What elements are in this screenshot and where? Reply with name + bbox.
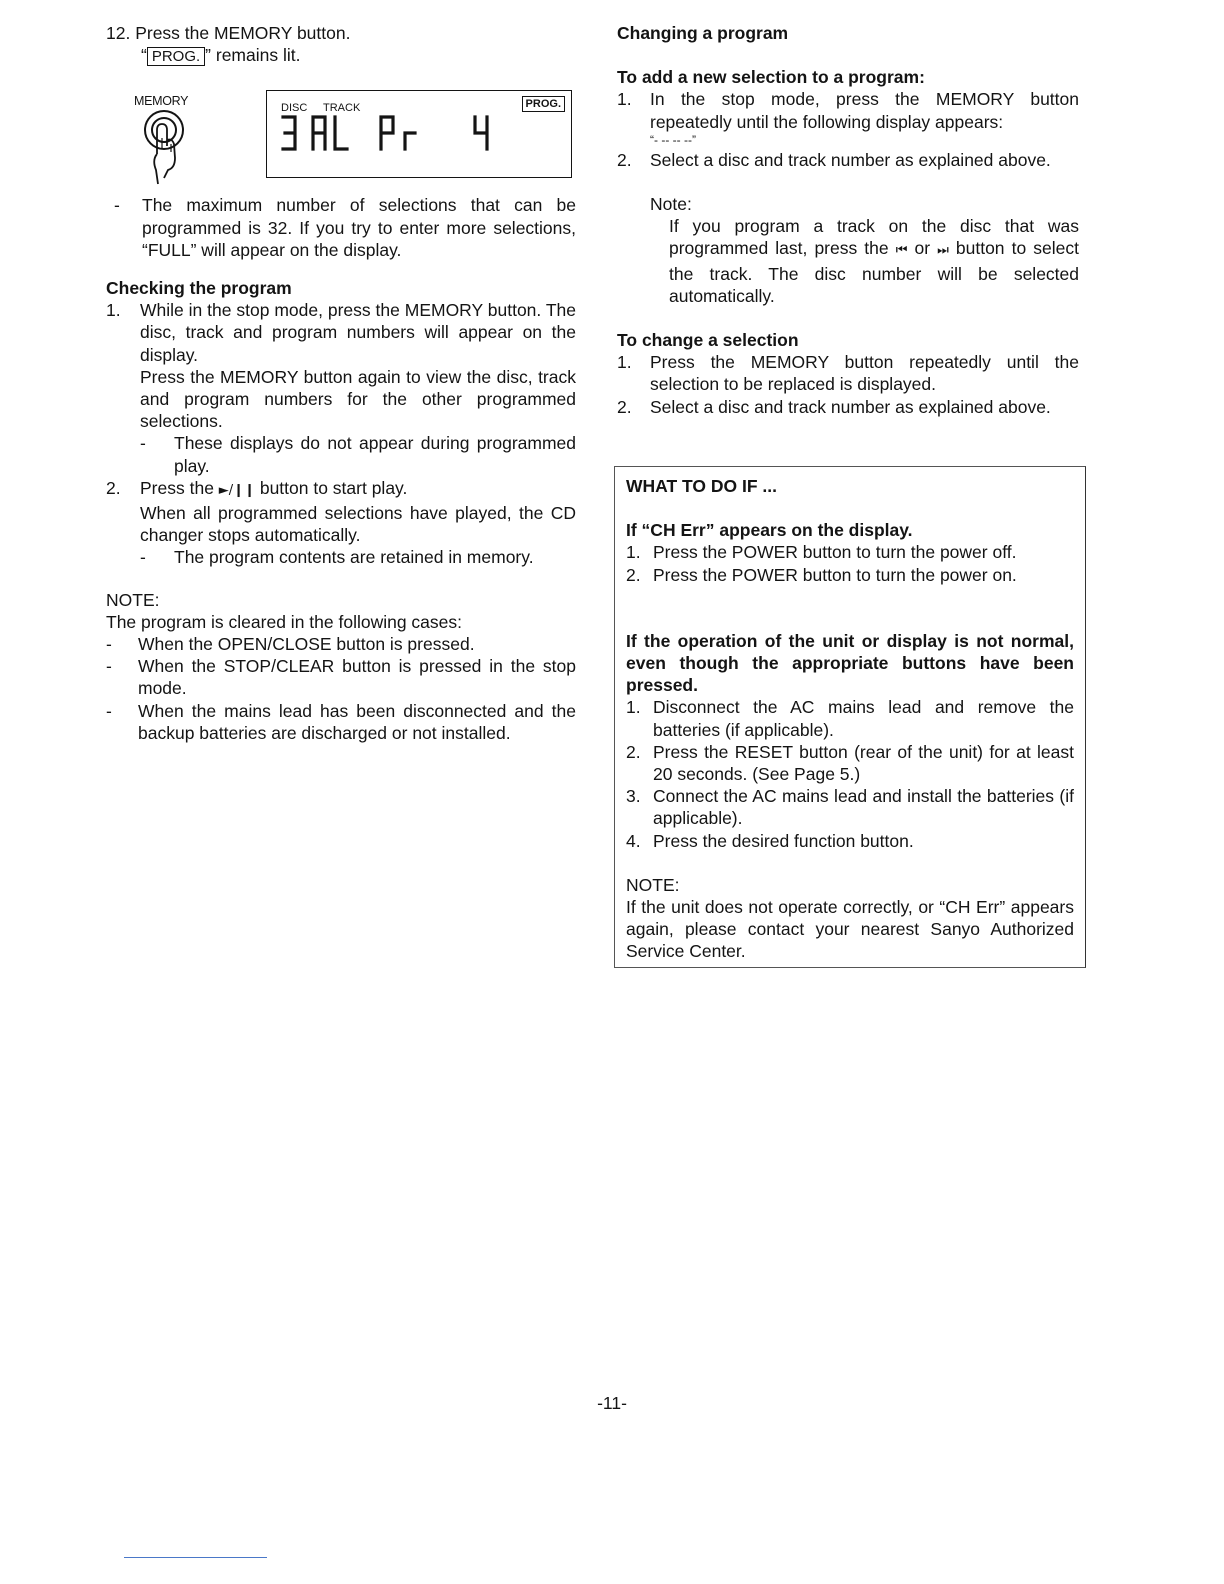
prog-indicator-box: PROG.: [147, 47, 205, 66]
footer-rule: [124, 1557, 267, 1558]
abnormal-step: [626, 830, 1074, 852]
step-number: 1.: [617, 352, 632, 373]
note-item: [106, 633, 576, 655]
memory-button-press-icon: [142, 108, 188, 186]
text: or: [907, 238, 938, 259]
lcd-prog-tag: PROG.: [522, 96, 565, 112]
inner-note-heading: Note:: [650, 194, 692, 215]
check-step-1-sub: [140, 432, 576, 476]
text: button to start play.: [254, 477, 408, 498]
box-title: WHAT TO DO IF ...: [626, 476, 778, 496]
abnormal-step-text: Disconnect the AC mains lead and remove the batteries (if applicable).: [653, 697, 1074, 740]
play-pause-icon: ►/❙❙: [218, 482, 255, 498]
dash: -: [140, 433, 146, 454]
ch-err-step-text: Press the POWER button to turn the power on.: [653, 564, 1017, 585]
add-step-1: [617, 88, 1079, 146]
note-item: [106, 700, 576, 744]
abnormal-heading: If the operation of the unit or display is not normal, even though the appropriate buttons have been pressed.: [626, 630, 1074, 696]
dash: -: [106, 700, 112, 721]
abnormal-step-text: Press the RESET button (rear of the unit) for at least 20 seconds. (See Page 5.): [653, 741, 1074, 785]
lcd-disc-label: DISC: [281, 102, 308, 115]
check-step-1-text: While in the stop mode, press the MEMORY button. The disc, track and program numbers will appear on the display.: [140, 300, 576, 365]
note-intro: The program is cleared in the following cases:: [106, 611, 463, 632]
abnormal-step: [626, 741, 1074, 785]
remains-lit-text: ” remains lit.: [205, 45, 301, 66]
note-item-text: When the mains lead has been disconnected and the backup batteries are discharged or not installed.: [138, 700, 576, 743]
add-step-1-display: “- -- -- --”: [650, 132, 696, 147]
abnormal-step-text: Connect the AC mains lead and install the batteries (if applicable).: [653, 786, 1074, 829]
step-number: 2.: [626, 741, 641, 762]
step-number: 2.: [617, 149, 632, 170]
step-number: 1.: [617, 89, 632, 110]
ch-err-step: [626, 564, 1074, 586]
check-step-2: [106, 477, 576, 569]
dash: -: [114, 195, 120, 216]
changing-heading: Changing a program: [617, 23, 789, 43]
note-item: [106, 655, 576, 699]
change-step-2: [617, 396, 1079, 418]
quote-open: “: [141, 45, 147, 66]
abnormal-step: [626, 785, 1074, 829]
left-column: [106, 22, 576, 744]
step-number: 4.: [626, 830, 641, 851]
step-12-detail: [106, 44, 576, 66]
add-step-2-text: Select a disc and track number as explained above.: [650, 149, 1051, 170]
note-item-text: When the STOP/CLEAR button is pressed in the stop mode.: [138, 656, 576, 699]
lcd-segment-digits: [273, 113, 533, 153]
check-step-1: [106, 299, 576, 477]
skip-forward-icon: ⏭: [937, 243, 949, 259]
skip-back-icon: ⏮: [895, 243, 908, 259]
box-note-heading: NOTE:: [626, 874, 680, 895]
max-selections-text: The maximum number of selections that can be programmed is 32. If you try to enter more selections, “FULL” will appear on the display.: [142, 195, 576, 260]
inner-note-text: [617, 215, 1079, 307]
dash: -: [106, 656, 112, 677]
ch-err-step-text: Press the POWER button to turn the power off.: [653, 542, 1017, 563]
lcd-display: [266, 90, 572, 178]
add-step-2: [617, 149, 1079, 171]
abnormal-step-text: Press the desired function button.: [653, 830, 914, 851]
check-step-2-sub: [140, 546, 576, 568]
ch-err-step: [626, 541, 1074, 563]
step-number: 1.: [626, 542, 641, 563]
lcd-track-label: TRACK: [323, 102, 361, 115]
right-column: [617, 22, 1079, 418]
text: button to select the track. The disc number will be selected automatically.: [669, 238, 1079, 306]
step-number: 1.: [106, 300, 121, 321]
step-number: 1.: [626, 697, 641, 718]
add-step-1-text: In the stop mode, press the MEMORY button repeatedly until the following display appears:: [650, 89, 1079, 132]
dash: -: [140, 547, 146, 568]
change-step-1: [617, 351, 1079, 395]
ch-err-heading: If “CH Err” appears on the display.: [626, 520, 913, 541]
page-number: -11-: [597, 1393, 627, 1413]
step-number: 2.: [106, 477, 121, 498]
add-heading: To add a new selection to a program:: [617, 67, 925, 88]
text: Press the: [140, 477, 219, 498]
note-heading: NOTE:: [106, 589, 160, 610]
memory-display-figure: [106, 90, 576, 210]
step-number: 2.: [626, 564, 641, 585]
abnormal-step: [626, 696, 1074, 740]
text: If you program a track on the disc that was programmed last, press the: [669, 216, 1079, 259]
memory-label: MEMORY: [134, 94, 189, 109]
check-step-1-more: Press the MEMORY button again to view the disc, track and program numbers for the other programmed selections.: [140, 366, 576, 432]
check-step-2-sub-text: The program contents are retained in memory.: [174, 547, 534, 568]
change-step-2-text: Select a disc and track number as explained above.: [650, 396, 1051, 417]
step-number: 3.: [626, 786, 641, 807]
box-note-text: If the unit does not operate correctly, or “CH Err” appears again, please contact your nearest Sanyo Authorized Service Center.: [626, 897, 1074, 962]
change-heading: To change a selection: [617, 330, 799, 351]
change-step-1-text: Press the MEMORY button repeatedly until the selection to be replaced is displayed.: [650, 352, 1079, 395]
step-number: 2.: [617, 396, 632, 417]
note-item-text: When the OPEN/CLOSE button is pressed.: [138, 634, 475, 655]
step-12: 12. Press the MEMORY button.: [106, 23, 351, 43]
check-step-2-more: When all programmed selections have played, the CD changer stops automatically.: [140, 503, 576, 546]
check-step-1-sub-text: These displays do not appear during programmed play.: [174, 433, 576, 476]
check-step-2-text: [140, 477, 576, 502]
what-to-do-box: [614, 466, 1086, 968]
dash: -: [106, 634, 112, 655]
checking-heading: Checking the program: [106, 278, 292, 299]
